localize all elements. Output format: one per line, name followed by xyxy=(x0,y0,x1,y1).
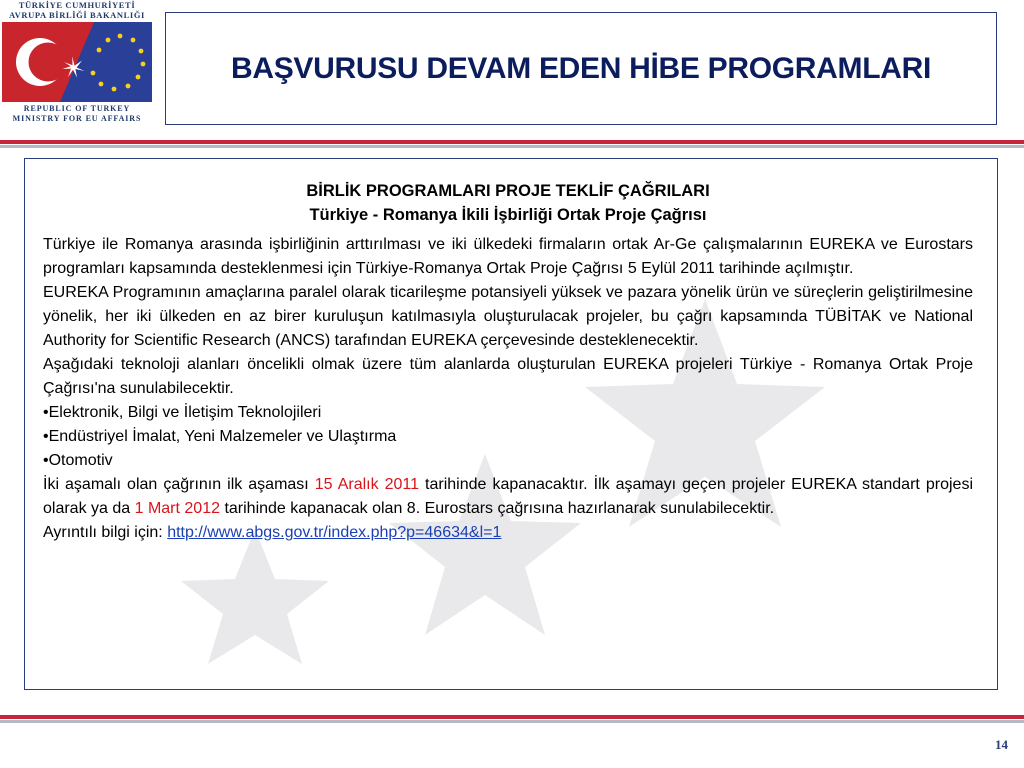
paragraph-tech-areas: Aşağıdaki teknoloji alanları öncelikli olmak üzere tüm alanlarda oluşturulan EUREKA projeleri Türkiye - Romanya Ortak Proje Çağrısı'na sunulabilecektir. xyxy=(43,356,973,397)
deadline-date-2: 1 Mart 2012 xyxy=(134,500,220,517)
bottom-red-divider xyxy=(0,715,1024,719)
info-label: Ayrıntılı bilgi için: xyxy=(43,524,168,541)
deadline-text-c: tarihinde kapanacak olan 8. Eurostars çağrısına hazırlanarak sunulabilecektir. xyxy=(220,500,775,517)
paragraph-intro: Türkiye ile Romanya arasında işbirliğinin arttırılması ve iki ülkedeki firmaların ortak Ar-Ge çalışmalarının EUREKA ve Eurostars programları kapsamında desteklenmesi için Türkiye-Romanya Ortak Proje Çağrısı 5 Eylül 2011 tarihinde açılmıştır. xyxy=(43,236,973,277)
top-gray-divider xyxy=(0,145,1024,148)
deadline-date-1: 15 Aralık 2011 xyxy=(314,476,420,493)
bullet-item: •Endüstriyel İmalat, Yeni Malzemeler ve Ulaştırma xyxy=(43,428,397,445)
logo-bottom-text xyxy=(2,104,152,126)
top-red-divider xyxy=(0,140,1024,144)
title-box xyxy=(165,12,997,125)
bullet-item: •Elektronik, Bilgi ve İletişim Teknolojileri xyxy=(43,404,322,421)
content-box xyxy=(24,158,998,690)
logo-top-text xyxy=(2,0,152,22)
content-text xyxy=(43,179,973,545)
bullet-item: •Otomotiv xyxy=(43,452,113,469)
deadline-text-b: tarihinde kapanacaktır. İlk aşamayı geçen projeler EUREKA standart projesi olarak ya da xyxy=(43,476,974,517)
ministry-logo xyxy=(2,0,152,126)
info-link[interactable]: http://www.abgs.gov.tr/index.php?p=46634&l=1 xyxy=(167,524,502,541)
paragraph-deadlines xyxy=(43,473,973,521)
deadline-text-a: İki aşamalı olan çağrının ilk aşaması xyxy=(43,476,315,493)
section-heading: BİRLİK PROGRAMLARI PROJE TEKLİF ÇAĞRILARI xyxy=(306,182,710,200)
paragraph-eureka: EUREKA Programının amaçlarına paralel olarak ticarileşme potansiyeli yüksek ve pazara yönelik ürün ve süreçlerin geliştirilmesine yönelik, her iki ülkeden en az birer kuruluşun katılmasıyla oluşturulacak projeler, bu çağrı kapsamında TÜBİTAK ve National Authority for Scientific Research (ANCS) tarafından EUREKA çerçevesinde desteklenecektir. xyxy=(43,284,973,349)
logo-bottom-line2: MINISTRY FOR EU AFFAIRS xyxy=(12,114,142,123)
page-number: 14 xyxy=(995,737,1008,752)
info-line xyxy=(43,521,973,545)
logo-bottom-line1: REPUBLIC OF TURKEY xyxy=(23,104,131,113)
section-subheading: Türkiye - Romanya İkili İşbirliği Ortak Proje Çağrısı xyxy=(309,206,707,224)
bottom-gray-divider xyxy=(0,720,1024,723)
slide-title: BAŞVURUSU DEVAM EDEN HİBE PROGRAMLARI xyxy=(230,51,932,85)
logo-top-line2: AVRUPA BİRLİĞİ BAKANLIĞI xyxy=(9,10,145,20)
flag-emblem-icon xyxy=(2,22,152,102)
logo-top-line1: TÜRKİYE CUMHURİYETİ xyxy=(18,0,136,10)
